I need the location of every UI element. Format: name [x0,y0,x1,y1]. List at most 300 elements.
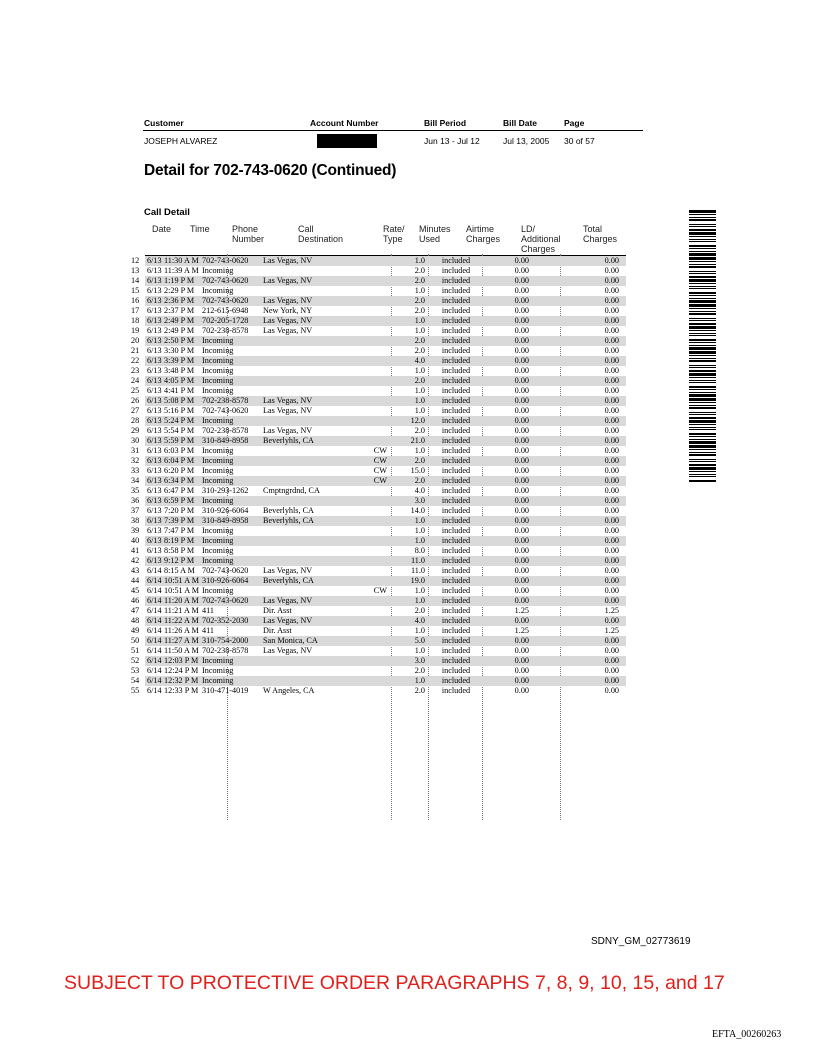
call-time: 5:16 P M [164,406,195,415]
minutes-used: 1.0 [414,316,425,325]
col-header-ld: LD/ Additional Charges [521,224,561,254]
call-date: 6/13 [147,526,162,535]
phone-number: Incoming [202,526,234,535]
call-time: 11:22 A M [164,616,199,625]
barcode-bar [689,298,716,299]
col-header-rate: Rate/ Type [383,224,405,244]
phone-number: Incoming [202,676,234,685]
call-time: 2:49 P M [164,326,195,335]
page-label: Page [564,118,585,128]
row-number: 50 [131,636,140,645]
phone-number: Incoming [202,666,234,675]
minutes-used: 1.0 [414,536,425,545]
call-destination: San Monica, CA [263,636,318,645]
airtime-charges: included [441,476,471,485]
call-destination: Las Vegas, NV [263,566,313,575]
barcode-bar [689,464,716,466]
barcode-bar [689,311,716,312]
phone-number: Incoming [202,266,234,275]
call-date: 6/13 [147,286,162,295]
rate-type: CW [373,586,387,595]
total-charges: 0.00 [604,506,619,515]
airtime-charges: included [441,486,471,495]
ld-charges: 0.00 [514,416,529,425]
table-row [131,636,626,646]
minutes-used: 11.0 [410,556,425,565]
call-time: 11:27 A M [164,636,199,645]
phone-number: Incoming [202,476,234,485]
minutes-used: 1.0 [414,626,425,635]
call-date: 6/14 [147,636,162,645]
barcode-bar [689,304,716,307]
minutes-used: 15.0 [410,466,425,475]
row-number: 45 [131,586,140,595]
barcode-bar [689,433,716,435]
call-destination: New York, NY [263,306,313,315]
total-charges: 0.00 [604,556,619,565]
minutes-used: 3.0 [414,656,425,665]
barcode-bar [689,318,716,319]
account-number-label: Account Number [310,118,379,128]
call-date: 6/14 [147,666,162,675]
minutes-used: 14.0 [410,506,425,515]
barcode-bar [689,454,716,456]
call-date: 6/13 [147,506,162,515]
phone-number: 702-205-1728 [202,316,249,325]
barcode-bar [689,367,716,368]
total-charges: 0.00 [604,526,619,535]
barcode-bar [689,236,716,237]
phone-number: 310-849-8958 [202,516,249,525]
rate-type: CW [373,466,387,475]
phone-number: Incoming [202,496,234,505]
airtime-charges: included [441,526,471,535]
row-number: 17 [131,306,140,315]
call-date: 6/13 [147,396,162,405]
row-number: 54 [131,676,140,685]
total-charges: 0.00 [604,376,619,385]
barcode-bar [689,239,716,240]
table-row [131,486,626,496]
barcode-bar [689,427,716,428]
call-time: 11:21 A M [164,606,199,615]
table-row [131,536,626,546]
call-date: 6/13 [147,446,162,455]
call-date: 6/13 [147,266,162,275]
call-destination: Beverlyhls, CA [263,506,314,515]
table-row [131,346,626,356]
row-number: 14 [131,276,140,285]
total-charges: 0.00 [604,316,619,325]
row-number: 27 [131,406,140,415]
total-charges: 0.00 [604,386,619,395]
call-destination: Las Vegas, NV [263,326,313,335]
barcode-bar [689,266,716,268]
customer-name: JOSEPH ALVAREZ [144,136,218,146]
barcode-bar [689,276,716,278]
call-time: 4:41 P M [164,386,195,395]
ld-charges: 0.00 [514,466,529,475]
table-row [131,396,626,406]
row-number: 13 [131,266,140,275]
airtime-charges: included [441,536,471,545]
phone-number: 702-238-8578 [202,426,249,435]
minutes-used: 2.0 [414,376,425,385]
call-date: 6/13 [147,316,162,325]
airtime-charges: included [441,596,471,605]
barcode-bar [689,224,716,225]
ld-charges: 0.00 [514,356,529,365]
row-number: 28 [131,416,140,425]
phone-number: 702-743-0620 [202,276,249,285]
ld-charges: 0.00 [514,326,529,335]
ld-charges: 0.00 [514,366,529,375]
call-date: 6/13 [147,296,162,305]
ld-charges: 0.00 [514,556,529,565]
total-charges: 0.00 [604,536,619,545]
ld-charges: 0.00 [514,636,529,645]
barcode-bar [689,279,716,282]
table-row [131,416,626,426]
minutes-used: 5.0 [414,636,425,645]
airtime-charges: included [441,636,471,645]
phone-number: Incoming [202,456,234,465]
minutes-used: 4.0 [414,486,425,495]
call-date: 6/13 [147,386,162,395]
row-number: 39 [131,526,140,535]
phone-number: Incoming [202,376,234,385]
airtime-charges: included [441,566,471,575]
total-charges: 0.00 [604,686,619,695]
bill-date-label: Bill Date [503,118,538,128]
ld-charges: 0.00 [514,336,529,345]
phone-number: 310-293-1262 [202,486,249,495]
barcode-bar [689,382,716,383]
barcode-bar [689,420,716,423]
total-charges: 0.00 [604,326,619,335]
call-destination: Las Vegas, NV [263,396,313,405]
barcode-bar [689,226,716,227]
call-time: 11:20 A M [164,596,199,605]
barcode-bar [689,417,716,419]
call-time: 6:03 P M [164,446,195,455]
phone-number: Incoming [202,466,234,475]
airtime-charges: included [441,356,471,365]
call-date: 6/14 [147,646,162,655]
airtime-charges: included [441,606,471,615]
call-detail-table [131,256,626,696]
table-row [131,686,626,696]
phone-number: Incoming [202,366,234,375]
barcode-bar [689,288,716,289]
barcode-bar [689,339,716,341]
minutes-used: 2.0 [414,306,425,315]
total-charges: 0.00 [604,516,619,525]
ld-charges: 0.00 [514,316,529,325]
minutes-used: 2.0 [414,276,425,285]
table-row [131,596,626,606]
ld-charges: 0.00 [514,646,529,655]
barcode-bar [689,271,716,272]
barcode-bar [689,386,716,388]
table-row [131,296,626,306]
table-row [131,506,626,516]
call-destination: Las Vegas, NV [263,426,313,435]
phone-number: Incoming [202,586,234,595]
row-number: 34 [131,476,140,485]
table-row [131,336,626,346]
call-time: 5:54 P M [164,426,195,435]
airtime-charges: included [441,446,471,455]
total-charges: 0.00 [604,576,619,585]
total-charges: 0.00 [604,266,619,275]
total-charges: 0.00 [604,636,619,645]
minutes-used: 1.0 [414,676,425,685]
call-date: 6/14 [147,656,162,665]
phone-number: Incoming [202,546,234,555]
call-date: 6/14 [147,626,162,635]
row-number: 21 [131,346,140,355]
ld-charges: 0.00 [514,526,529,535]
barcode-bar [689,214,716,215]
barcode-bar [689,377,716,378]
phone-number: 411 [202,626,214,635]
rate-type: CW [373,476,387,485]
barcode-bar [689,355,716,356]
barcode-bar [689,292,716,294]
airtime-charges: included [441,576,471,585]
row-number: 53 [131,666,140,675]
minutes-used: 1.0 [414,396,425,405]
total-charges: 0.00 [604,396,619,405]
call-destination: Beverlyhls, CA [263,576,314,585]
row-number: 30 [131,436,140,445]
total-charges: 0.00 [604,566,619,575]
call-time: 12:32 P M [164,676,199,685]
phone-number: Incoming [202,536,234,545]
total-charges: 0.00 [604,306,619,315]
total-charges: 0.00 [604,586,619,595]
minutes-used: 2.0 [414,296,425,305]
call-date: 6/13 [147,556,162,565]
ld-charges: 0.00 [514,546,529,555]
call-date: 6/13 [147,366,162,375]
col-header-airtime: Airtime Charges [466,224,501,244]
row-number: 12 [131,256,140,265]
phone-number: 702-238-8578 [202,646,249,655]
airtime-charges: included [441,266,471,275]
barcode-bar [689,264,716,265]
barcode-bar [689,286,716,287]
ld-charges: 0.00 [514,386,529,395]
barcode-bar [689,358,716,359]
row-number: 49 [131,626,140,635]
call-date: 6/13 [147,406,162,415]
call-time: 7:47 P M [164,526,195,535]
phone-number: Incoming [202,416,234,425]
minutes-used: 1.0 [414,256,425,265]
barcode-bar [689,480,716,482]
call-time: 3:30 P M [164,346,195,355]
airtime-charges: included [441,276,471,285]
table-row [131,446,626,456]
minutes-used: 2.0 [414,266,425,275]
call-date: 6/14 [147,676,162,685]
call-destination: Las Vegas, NV [263,406,313,415]
row-number: 29 [131,426,140,435]
call-time: 12:33 P M [164,686,199,695]
col-header-date: Date [152,224,172,234]
airtime-charges: included [441,346,471,355]
call-time: 9:12 P M [164,556,195,565]
ld-charges: 0.00 [514,616,529,625]
call-date: 6/13 [147,466,162,475]
bates-number: SDNY_GM_02773619 [591,936,691,947]
total-charges: 0.00 [604,446,619,455]
total-charges: 0.00 [604,596,619,605]
row-number: 15 [131,286,140,295]
table-row [131,426,626,436]
ld-charges: 0.00 [514,346,529,355]
table-row [131,556,626,566]
phone-number: Incoming [202,386,234,395]
minutes-used: 11.0 [410,566,425,575]
row-number: 31 [131,446,140,455]
ld-charges: 0.00 [514,596,529,605]
call-date: 6/13 [147,356,162,365]
page-value: 30 of 57 [564,136,595,146]
call-time: 4:05 P M [164,376,195,385]
barcode-bar [689,461,716,462]
minutes-used: 2.0 [414,666,425,675]
call-destination: Dir. Asst [263,606,292,615]
row-number: 22 [131,356,140,365]
total-charges: 0.00 [604,346,619,355]
col-header-destination: Call Destination [298,224,344,244]
phone-number: Incoming [202,556,234,565]
barcode-bar [689,248,716,249]
barcode-bar [689,424,716,425]
call-time: 11:30 A M [164,256,199,265]
barcode-bar [689,394,716,397]
call-time: 7:39 P M [164,516,195,525]
row-number: 40 [131,536,140,545]
call-destination: W Angeles, CA [263,686,315,695]
minutes-used: 2.0 [414,426,425,435]
call-date: 6/13 [147,486,162,495]
barcode-bar [689,412,716,413]
call-time: 5:24 P M [164,416,195,425]
minutes-used: 1.0 [414,446,425,455]
ld-charges: 0.00 [514,296,529,305]
row-number: 41 [131,546,140,555]
barcode-bar [689,326,716,329]
table-row [131,476,626,486]
table-row [131,546,626,556]
barcode-bar [689,333,716,334]
ld-charges: 0.00 [514,536,529,545]
call-date: 6/14 [147,606,162,615]
barcode-bar [689,320,716,321]
barcode-bar [689,449,716,450]
barcode-bar [689,273,716,274]
barcode-bar [689,389,716,390]
table-row [131,366,626,376]
call-destination: Dir. Asst [263,626,292,635]
minutes-used: 2.0 [414,336,425,345]
barcode-bar [689,217,716,218]
barcode-bar [689,476,716,477]
airtime-charges: included [441,326,471,335]
total-charges: 0.00 [604,296,619,305]
barcode-bar [689,241,716,242]
airtime-charges: included [441,426,471,435]
total-charges: 0.00 [604,646,619,655]
table-row [131,526,626,536]
airtime-charges: included [441,586,471,595]
airtime-charges: included [441,506,471,515]
phone-number: Incoming [202,336,234,345]
ld-charges: 0.00 [514,256,529,265]
call-date: 6/14 [147,686,162,695]
phone-number: 310-849-8958 [202,436,249,445]
phone-number: 702-238-8578 [202,326,249,335]
col-header-minutes: Minutes Used [419,224,451,244]
barcode-bar [689,330,716,331]
total-charges: 0.00 [604,496,619,505]
airtime-charges: included [441,416,471,425]
airtime-charges: included [441,556,471,565]
call-date: 6/13 [147,346,162,355]
barcode-bar [689,467,716,470]
table-row [131,676,626,686]
call-time: 6:34 P M [164,476,195,485]
rate-type: CW [373,446,387,455]
call-date: 6/14 [147,576,162,585]
row-number: 23 [131,366,140,375]
airtime-charges: included [441,316,471,325]
barcode-bar [689,402,716,403]
call-date: 6/13 [147,336,162,345]
ld-charges: 0.00 [514,456,529,465]
call-time: 11:26 A M [164,626,199,635]
barcode-bar [689,445,716,448]
row-number: 42 [131,556,140,565]
total-charges: 0.00 [604,656,619,665]
minutes-used: 1.0 [414,586,425,595]
call-time: 8:19 P M [164,536,195,545]
ld-charges: 0.00 [514,676,529,685]
call-date: 6/13 [147,536,162,545]
minutes-used: 1.0 [414,516,425,525]
table-row [131,666,626,676]
ld-charges: 0.00 [514,566,529,575]
phone-number: 310-471-4019 [202,686,249,695]
barcode-bar [689,245,716,247]
total-charges: 0.00 [604,476,619,485]
table-row [131,406,626,416]
table-row [131,616,626,626]
airtime-charges: included [441,666,471,675]
call-date: 6/14 [147,616,162,625]
barcode-bar [689,370,716,372]
barcode-bar [689,380,716,381]
table-row [131,606,626,616]
airtime-charges: included [441,466,471,475]
table-row [131,436,626,446]
airtime-charges: included [441,626,471,635]
call-time: 12:03 P M [164,656,199,665]
